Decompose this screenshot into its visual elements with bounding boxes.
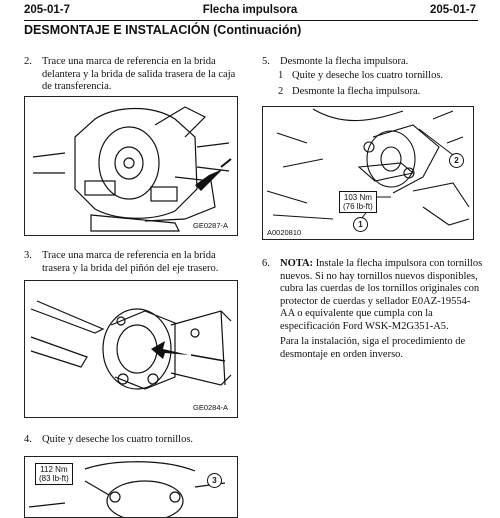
step-3-text	[42, 250, 252, 275]
torque-value-imperial: (83 lb-ft)	[39, 474, 69, 483]
page-number-right: 205-01-7	[429, 4, 476, 16]
substep-2-number: 2	[278, 86, 284, 97]
figure-flange-reference-mark	[24, 96, 238, 236]
header-rule	[24, 20, 478, 21]
figure-label: A0020810	[267, 228, 302, 237]
callout-1: 1	[353, 217, 368, 232]
step-4-line: Quite y deseche los cuatro tornillos.	[42, 434, 194, 445]
page-title: Flecha impulsora	[202, 4, 298, 16]
flange-illustration	[25, 97, 237, 235]
figure-driveshaft-removal	[262, 106, 474, 240]
note-text: Instale la flecha impulsora con tornillos	[313, 258, 483, 269]
figure-label: GE0284-A	[193, 403, 229, 412]
step-4-number: 4.	[24, 434, 32, 445]
step-5-text: Desmonte la flecha impulsora.	[280, 56, 409, 67]
torque-value-imperial: (76 lb-ft)	[343, 202, 373, 211]
install-line: Para la instalación, siga el procedimiento de	[280, 336, 466, 347]
torque-spec	[339, 191, 377, 213]
step-2-text	[42, 56, 252, 94]
figure-rear-flange-mark	[24, 280, 238, 418]
step-4-text	[42, 434, 252, 447]
step-6-note	[280, 258, 490, 333]
note-line: nuevos. Si no hay tornillos nuevos disponibles,	[280, 270, 478, 282]
torque-value: 112 Nm	[40, 465, 68, 474]
step-3-line: Trace una marca de referencia en la brida	[42, 250, 216, 261]
note-line: AA o equivalente que cumpla con la	[280, 308, 433, 319]
torque-spec	[35, 463, 73, 485]
torque-value: 103 Nm	[343, 193, 372, 202]
step-2-number: 2.	[24, 56, 32, 67]
note-line	[280, 258, 490, 271]
driveshaft-removal-illustration	[263, 107, 473, 239]
substep-2-text: Desmonte la flecha impulsora.	[292, 86, 421, 97]
step-2-line: delantera y la brida de salida trasera de la caja	[42, 68, 236, 80]
page-number-left: 205-01-7	[24, 4, 71, 16]
note-label: NOTA:	[280, 258, 314, 269]
step-6-number: 6.	[262, 258, 270, 269]
step-2-line: de transferencia.	[42, 81, 112, 92]
substep-1-text: Quite y deseche los cuatro tornillos.	[292, 70, 444, 81]
section-title: DESMONTAJE E INSTALACIÓN (Continuación)	[24, 23, 302, 37]
figure-label: GE0287-A	[193, 221, 229, 230]
step-3-line: trasera y la brida del piñón del eje trasero.	[42, 262, 219, 274]
note-line: especificación Ford WSK-M2G351-A5.	[280, 320, 449, 332]
callout-3: 3	[207, 473, 222, 488]
substep-1-number: 1	[278, 70, 284, 81]
step-6-install-text	[280, 336, 490, 361]
step-3-number: 3.	[24, 250, 32, 261]
rear-flange-illustration	[25, 281, 237, 417]
step-2-line: Trace una marca de referencia en la brida	[42, 56, 216, 67]
install-line: desmontaje en orden inverso.	[280, 348, 404, 360]
note-line: protector de cuerdas y sellador E0AZ-19554-	[280, 295, 471, 307]
note-line: cubra las cuerdas de los tornillos originales con	[280, 283, 480, 294]
callout-2: 2	[449, 153, 464, 168]
step-5-number: 5.	[262, 56, 270, 67]
figure-bolt-removal	[24, 456, 238, 518]
